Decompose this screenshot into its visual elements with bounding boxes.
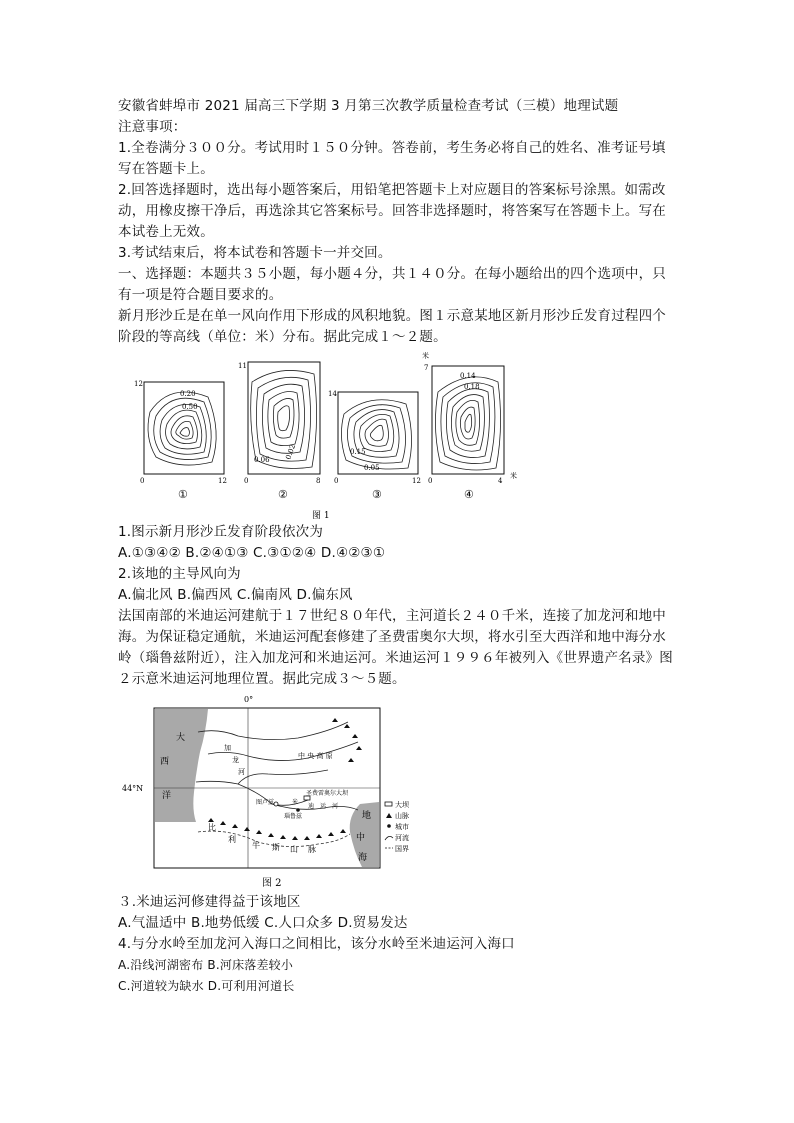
- atlantic-label-3: 洋: [162, 791, 172, 801]
- panel-3-x-end: 12: [412, 477, 421, 485]
- section-heading: 一、选择题：本题共３５小题，每小题４分，共１４０分。在每小题给出的四个选项中，只有一项是符合题目要求的。: [118, 266, 666, 303]
- dam-label: 圣费雷奥尔大坝: [306, 790, 349, 797]
- toulouse-city-icon: [274, 802, 278, 806]
- q2-options: A.偏北风 B.偏西风 C.偏南风 D.偏东风: [118, 587, 353, 603]
- pyrenees-label-5: 山: [290, 845, 298, 854]
- panel-1-x-end: 12: [218, 477, 227, 485]
- panel-1-y-tick: 12: [134, 380, 143, 388]
- panel-3-contour-a: 0.15: [350, 448, 366, 456]
- legend-dam-icon: [385, 802, 392, 806]
- med-label-3: 海: [358, 853, 368, 863]
- panel-3-origin: 0: [334, 477, 339, 485]
- garonne-label-2: 龙: [232, 756, 239, 764]
- q2-stem: 2.该地的主导风向为: [118, 566, 241, 582]
- legend-mountain: 山脉: [395, 812, 409, 820]
- notice-heading: 注意事项：: [118, 119, 187, 135]
- panel-4-contour-a: 0.14: [460, 372, 476, 380]
- garonne-label-1: 加: [224, 744, 231, 752]
- panel-2-contour-a: 0.06: [254, 456, 270, 464]
- toulouse-label: 图卢兹: [256, 799, 275, 806]
- legend-mountain-icon: [386, 813, 392, 818]
- panel-4-unit-right: 米: [510, 472, 517, 480]
- naurouze-label: 瑙鲁兹: [284, 813, 303, 820]
- q4-stem: 4.与分水岭至加龙河入海口之间相比，该分水岭至米迪运河入海口: [118, 936, 515, 952]
- panel-4-x-end: 4: [498, 477, 503, 485]
- canal-label-3: 运: [320, 803, 327, 810]
- panel-1-contour-b: 0.50: [182, 403, 198, 411]
- figure-1-svg: [130, 352, 520, 522]
- panel-4: [422, 351, 517, 501]
- panel-1: [134, 380, 227, 501]
- atlantic-label-1: 大: [176, 733, 186, 743]
- legend-border: 国界: [395, 845, 409, 853]
- pyrenees-label-1: 比: [208, 823, 216, 832]
- legend-dam: 大坝: [395, 801, 409, 809]
- panel-2-origin: 0: [244, 477, 249, 485]
- q3-stem: ３.米迪运河修建得益于该地区: [118, 894, 301, 910]
- figure-1-dune-contours: [130, 352, 520, 522]
- map-lat-label: 44°N: [122, 784, 144, 793]
- naurouze-city-icon: [296, 808, 300, 812]
- pyrenees-label-6: 脉: [308, 845, 316, 854]
- canal-label-1: 米: [292, 799, 299, 806]
- panel-3-y-tick: 14: [328, 390, 337, 398]
- map-lon-label: 0°: [244, 695, 254, 704]
- pyrenees-label-4: 斯: [272, 843, 280, 852]
- panel-2-contour-b: 0.02: [284, 443, 298, 461]
- panel-3-label: ③: [372, 488, 382, 501]
- notice-2: 2.回答选择题时，选出每小题答案后，用铅笔把答题卡上对应题目的答案标号涂黑。如需改动，用橡皮擦干净后，再选涂其它答案标号。回答非选择题时，将答案写在答题卡上。写在本试卷上无效。: [118, 182, 666, 240]
- panel-2-x-end: 8: [316, 477, 321, 485]
- panel-2: [238, 362, 320, 501]
- panel-1-label: ①: [178, 488, 188, 501]
- panel-1-origin: 0: [140, 477, 145, 485]
- legend-city-icon: [387, 824, 391, 828]
- panel-2-y-tick: 11: [238, 362, 247, 370]
- panel-4-contour-b: 0.18: [464, 383, 480, 391]
- notice-3: 3.考试结束后，将本试卷和答题卡一并交回。: [118, 245, 392, 261]
- q1-options: A.①③④② B.②④①③ C.③①②④ D.④②③①: [118, 545, 386, 561]
- exam-title: 安徽省蚌埠市 2021 届高三下学期 3 月第三次教学质量检查考试（三模）地理试题: [118, 98, 619, 114]
- panel-3-contour-b: 0.05: [364, 464, 380, 472]
- pyrenees-label-3: 牛: [252, 841, 260, 850]
- atlantic-label-2: 西: [160, 757, 170, 767]
- legend-city: 城市: [395, 823, 409, 831]
- figure-2-canal-map: [122, 692, 418, 892]
- med-label-1: 地: [362, 811, 372, 821]
- legend-river-icon: [385, 836, 393, 840]
- figure-2-caption: 图 2: [262, 878, 282, 889]
- panel-4-label: ④: [464, 488, 474, 501]
- exam-page: [118, 96, 678, 997]
- canal-label-4: 河: [332, 803, 339, 810]
- panel-2-label: ②: [278, 488, 288, 501]
- q4-options-cd: C.河道较为缺水 D.可利用河道长: [118, 979, 295, 993]
- panel-3: [328, 390, 421, 501]
- med-label-2: 中: [356, 833, 366, 843]
- panel-4-origin: 0: [428, 477, 433, 485]
- pyrenees-label-2: 利: [228, 835, 236, 844]
- panel-4-unit-top: 米: [422, 352, 429, 360]
- central-plateau-label: 中 央 高 原: [298, 752, 333, 760]
- garonne-label-3: 河: [238, 768, 245, 776]
- figure-2-svg: [122, 692, 418, 892]
- passage-1: 新月形沙丘是在单一风向作用下形成的风积地貌。图１示意某地区新月形沙丘发育过程四个阶段的等高线（单位：米）分布。据此完成１～２题。: [118, 308, 666, 345]
- q3-options: A.气温适中 B.地势低缓 C.人口众多 D.贸易发达: [118, 915, 408, 931]
- q1-stem: 1.图示新月形沙丘发育阶段依次为: [118, 524, 324, 540]
- passage-2: 法国南部的米迪运河建航于１７世纪８０年代，主河道长２４０千米，连接了加龙河和地中海。为保证稳定通航，米迪运河配套修建了圣费雷奥尔大坝，将水引至大西洋和地中海分水岭（瑙鲁兹附近），注入加龙河和米迪运河。米迪运河１９９６年被列入《世界遗产名录》图２示意米迪运河地理位置。据此完成３～５题。: [118, 608, 673, 687]
- q4-options-ab: A.沿线河湖密布 B.河床落差较小: [118, 958, 294, 972]
- panel-1-contour-a: 0.20: [180, 390, 196, 398]
- map-legend: [385, 800, 410, 853]
- canal-label-2: 迪: [308, 803, 315, 810]
- notice-1: 1.全卷满分３００分。考试用时１５０分钟。答卷前，考生务必将自己的姓名、准考证号填写在答题卡上。: [118, 140, 666, 177]
- figure-1-caption: 图 1: [312, 511, 330, 521]
- legend-river: 河流: [395, 834, 409, 842]
- panel-4-y-tick: 7: [424, 364, 429, 372]
